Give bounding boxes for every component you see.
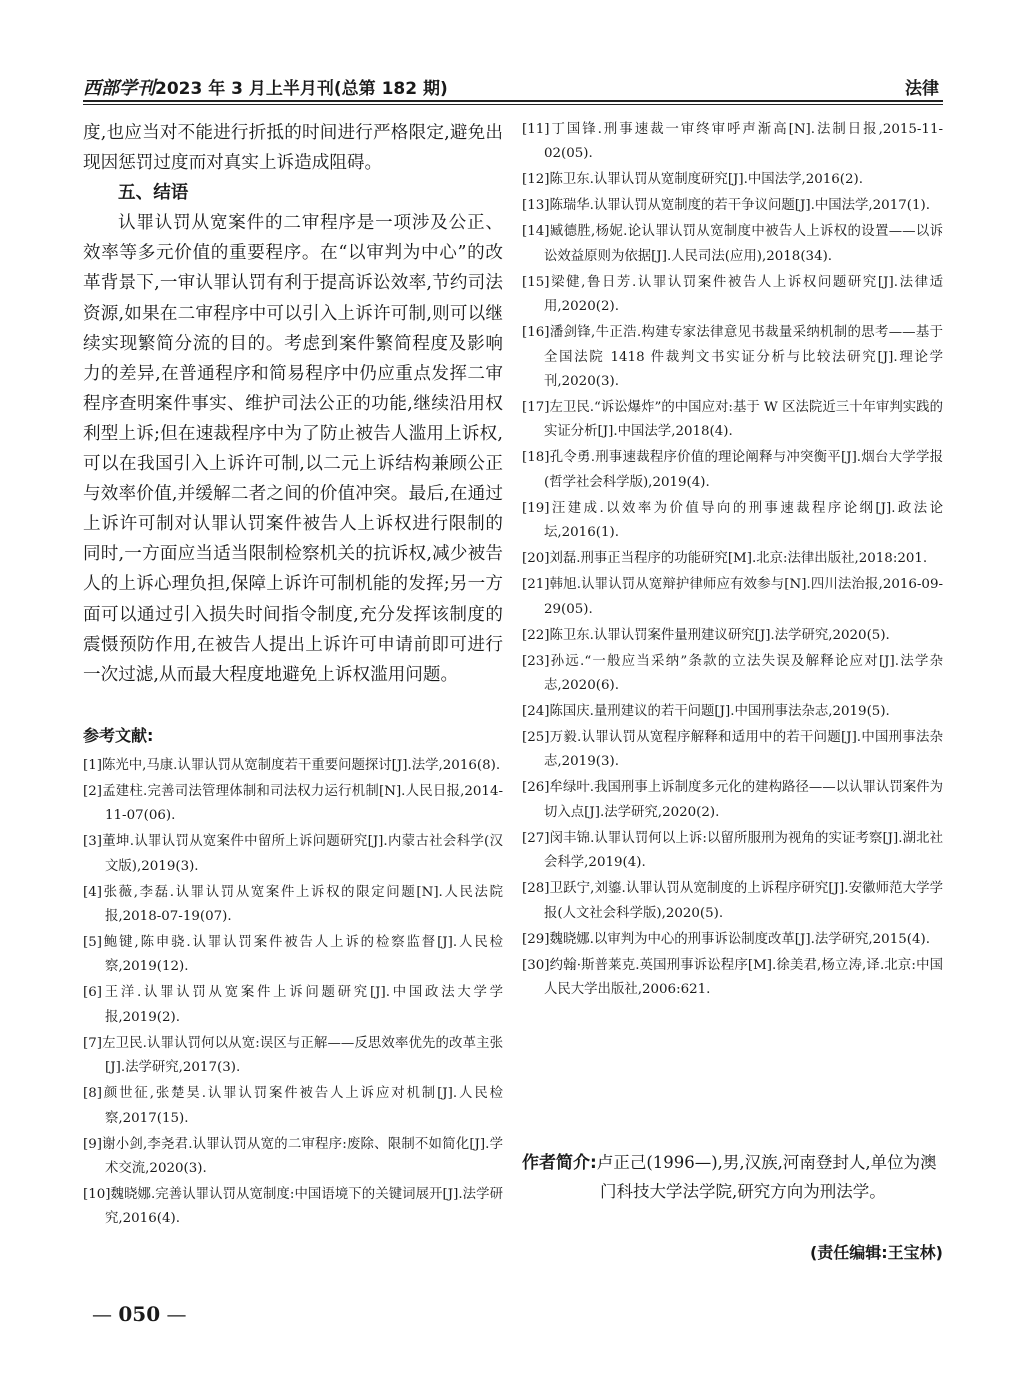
reference-item: [5]鲍键,陈申骁.认罪认罚案件被告人上诉的检察监督[J].人民检察,2019(12). [83,935,503,975]
reference-item: [10]魏晓娜.完善认罪认罚从宽制度:中国语境下的关键词展开[J].法学研究,2016(4). [83,1187,503,1227]
reference-item: [25]万毅.认罪认罚从宽程序解释和适用中的若干问题[J].中国刑事法杂志,2019(3). [522,730,943,770]
header-rule-thick [83,100,943,102]
reference-item: [14]臧德胜,杨妮.论认罪认罚从宽制度中被告人上诉权的设置——以诉讼效益原则为依据[J].人民司法(应用),2018(34). [522,224,943,264]
reference-item: [21]韩旭.认罪认罚从宽辩护律师应有效参与[N].四川法治报,2016-09-29(05). [522,577,943,617]
reference-list-left [83,754,503,1232]
author-label: 作者简介: [522,1153,597,1173]
reference-item: [19]汪建成.以效率为价值导向的刑事速裁程序论纲[J].政法论坛,2016(1). [522,500,943,541]
section-heading: 五、结语 [118,182,189,204]
reference-item: [24]陈国庆.量刑建议的若干问题[J].中国刑事法杂志,2019(5). [522,704,890,720]
reference-item: [8]颜世征,张楚昊.认罪认罚案件被告人上诉应对机制[J].人民检察,2017(15). [83,1086,503,1126]
references-heading: 参考文献: [83,725,154,745]
author-text: 卢正己(1996—),男,汉族,河南登封人,单位为澳门科技大学法学院,研究方向为刑法学。 [596,1153,937,1201]
reference-item: [4]张薇,李磊.认罪认罚从宽案件上诉权的限定问题[N].人民法院报,2018-07-19(07). [83,884,503,924]
journal-logo: 西部学刊 [83,78,155,99]
reference-item: [12]陈卫东.认罪认罚从宽制度研究[J].中国法学,2016(2). [522,172,864,188]
author-bio [522,1148,943,1206]
page-number-value: 050 [118,1302,161,1326]
section-name: 法律 [905,79,939,99]
reference-item: [23]孙远.“一般应当采纳”条款的立法失误及解释论应对[J].法学杂志,2020(6). [522,653,943,694]
left-column [83,118,503,1233]
reference-item: [20]刘磊.刑事正当程序的功能研究[M].北京:法律出版社,2018:201. [522,551,928,567]
reference-item: [27]闵丰锦.认罪认罚何以上诉:以留所服刑为视角的实证考察[J].湖北社会科学,2019(4). [522,830,943,871]
header-rule-thin [83,104,943,105]
issue-info: 2023 年 3 月上半月刊(总第 182 期) [155,79,448,99]
reference-item: [17]左卫民.“诉讼爆炸”的中国应对:基于 W 区法院近三十年审判实践的实证分析[J].中国法学,2018(4). [522,400,943,440]
body-paragraph: 认罪认罚从宽案件的二审程序是一项涉及公正、效率等多元价值的重要程序。在“以审判为中心”的改革背景下,一审认罪认罚有利于提高诉讼效率,节约司法资源,如果在二审程序中可以引入上诉许可制,则可以继续实现繁简分流的目的。考虑到案件繁简程度及影响力的差异,在普通程序和简易程序中仍应重点发挥二审程序查明案件事实、维护司法公正的功能,继续沿用权利型上诉;但在速裁程序中为了防止被告人滥用上诉权,可以在我国引入上诉许可制,以二元上诉结构兼顾公正与效率价值,并缓解二者之间的价值冲突。最后,在通过上诉许可制对认罪认罚案件被告人上诉权进行限制的同时,一方面应当适当限制检察机关的抗诉权,减少被告人的上诉心理负担,保障上诉许可制机能的发挥;另一方面可以通过引入损失时间指令制度,充分发挥该制度的震慑预防作用,在被告人提出上诉许可申请前即可进行一次过滤,从而最大程度地避免上诉权滥用问题。 [83,213,503,685]
page-number: — 050 — [92,1302,187,1326]
running-header [83,72,943,102]
body-paragraph: 度,也应当对不能进行折抵的时间进行严格限定,避免出现因惩罚过度而对真实上诉造成阻碍。 [83,123,503,174]
reference-item: [15]梁健,鲁日芳.认罪认罚案件被告人上诉权问题研究[J].法律适用,2020(2). [522,274,943,315]
responsible-editor: (责任编辑:王宝林) [809,1243,943,1262]
journal-issue [83,74,448,100]
reference-item: [11]丁国锋.刑事速裁一审终审呼声渐高[N].法制日报,2015-11-02(05). [522,122,943,162]
reference-item: [26]牟绿叶.我国刑事上诉制度多元化的建构路径——以认罪认罚案件为切入点[J].法学研究,2020(2). [522,780,943,820]
reference-item: [18]孔令勇.刑事速裁程序价值的理论阐释与冲突衡平[J].烟台大学学报(哲学社会科学版),2019(4). [522,450,943,490]
reference-item: [3]董坤.认罪认罚从宽案件中留所上诉问题研究[J].内蒙古社会科学(汉文版),2019(3). [83,834,503,874]
reference-item: [7]左卫民.认罪认罚何以从宽:误区与正解——反思效率优先的改革主张[J].法学研究,2017(3). [83,1035,503,1076]
reference-item: [9]谢小剑,李尧君.认罪认罚从宽的二审程序:废除、限制不如简化[J].学术交流,2020(3). [83,1136,503,1177]
right-column [522,118,943,1004]
reference-item: [6]王洋.认罪认罚从宽案件上诉问题研究[J].中国政法大学学报,2019(2). [83,985,503,1025]
reference-item: [30]约翰·斯普莱克.英国刑事诉讼程序[M].徐美君,杨立涛,译.北京:中国人民大学出版社,2006:621. [522,957,943,998]
reference-list-right [522,118,943,1003]
reference-item: [1]陈光中,马康.认罪认罚从宽制度若干重要问题探讨[J].法学,2016(8). [83,757,501,773]
reference-item: [13]陈瑞华.认罪认罚从宽制度的若干争议问题[J].中国法学,2017(1). [522,198,930,214]
reference-item: [29]魏晓娜.以审判为中心的刑事诉讼制度改革[J].法学研究,2015(4). [522,931,930,947]
reference-item: [28]卫跃宁,刘鎏.认罪认罚从宽制度的上诉程序研究[J].安徽师范大学学报(人文社会科学版),2020(5). [522,881,943,921]
reference-item: [22]陈卫东.认罪认罚案件量刑建议研究[J].法学研究,2020(5). [522,627,890,643]
reference-item: [2]孟建柱.完善司法管理体制和司法权力运行机制[N].人民日报,2014-11-07(06). [83,783,503,824]
reference-item: [16]潘剑锋,牛正浩.构建专家法律意见书裁量采纳机制的思考——基于全国法院 1418 件裁判文书实证分析与比较法研究[J].理论学刊,2020(3). [522,325,943,390]
